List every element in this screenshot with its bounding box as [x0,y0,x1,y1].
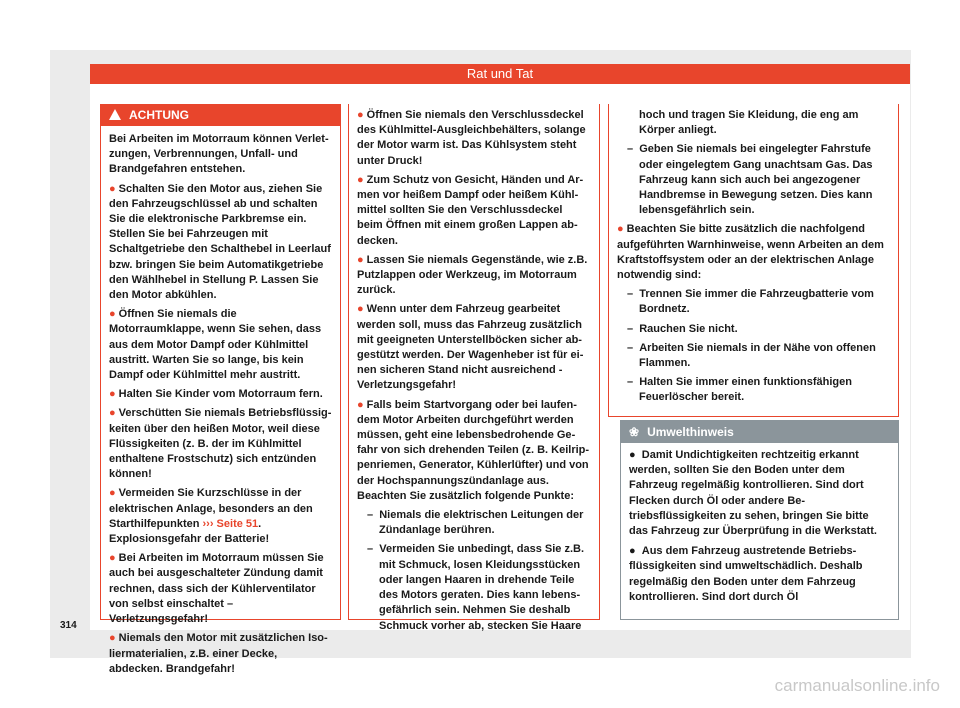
environment-note-title: Umwelthinweis [647,425,734,439]
environment-note-box [620,420,899,620]
sub-list-item: – Halten Sie immer einen funktionsfähigen Feuerlöscher bereit. [627,376,852,404]
warning-triangle-icon [109,109,121,120]
list-item: ● Schalten Sie den Motor aus, ziehen Sie den Fahrzeugschlüssel ab und schalten Sie die elektronische Parkbremse ein. Stellen Sie bei Fahrzeugen mit Schaltgetriebe den Schalthebel in Leerlauf bzw. bringen Sie beim Automatikgetriebe den Wählhebel in Stellung P. Lassen Sie den Motor abkühlen. [109,182,331,302]
sub-list-item: – Niemals die elektrischen Leitungen der Zündanlage berühren. [367,509,584,537]
list-item: ● Falls beim Startvorgang oder bei laufendem Motor Arbeiten durchgeführt werden müssen, geht eine lebensbedrohende Gefahr von sich drehenden Teilen (z. B. Keilrippenriemen, Generator, Kühlerlüfter) und von der Hochspannungszündanlage aus. Beachten Sie zusätzlich folgende Punkte: [357,398,590,502]
page-reference-link[interactable]: ››› Seite 51 [202,517,259,530]
bullet-icon: ● [109,407,116,420]
environment-note-body [621,443,898,605]
manual-page [50,50,911,675]
bullet-icon: ● [357,109,364,121]
bullet-icon: ● [357,253,364,266]
list-item: ● Lassen Sie niemals Gegenstände, wie z.B. Putzlappen oder Werkzeug, im Motorraum zurück. [357,253,588,297]
list-item: ● Bei Arbeiten im Motorraum müssen Sie auch bei ausgeschalteter Zündung damit rechnen, dass sich der Kühlerventilator von selbst einschaltet – Verletzungsgefahr! [109,552,324,626]
environment-leaf-icon: ❀ [629,425,640,439]
sub-list-item: – Geben Sie niemals bei eingelegter Fahrstufe oder eingelegtem Gang unachtsam Gas. Das Fahrzeug kann sich auch bei angezogener Handbremse in Bewegung setzen. Dies kann lebensgefährlich sein. [627,143,873,217]
bullet-icon: ● [357,398,364,411]
list-item: ● Aus dem Fahrzeug austretende Betriebsflüssigkeiten sind umweltschädlich. Deshalb regelmäßig den Boden unter dem Fahrzeug kontrollieren. Sind dort durch Öl [629,545,863,603]
watermark: carmanualsonline.info [774,676,940,695]
warning-intro: Bei Arbeiten im Motorraum können Verletzungen, Verbrennungen, Unfall- und Brandgefahren entstehen. [109,133,329,176]
list-item: ● Halten Sie Kinder vom Motorraum fern. [109,388,323,401]
warning-box-continued-2 [608,104,899,417]
sub-list-item: – Rauchen Sie nicht. [627,322,738,335]
page-sheet [90,84,910,675]
list-item: ● Beachten Sie bitte zusätzlich die nachfolgend aufgeführten Warnhinweise, wenn Arbeiten an dem Kraftstoffsystem oder an der elektrischen Anlage notwendig sind: [617,223,884,282]
warning-header [101,105,340,126]
sub-list-item: – Trennen Sie immer die Fahrzeugbatterie vom Bordnetz. [627,288,874,316]
bullet-icon: ● [109,388,116,401]
list-item: ● Vermeiden Sie Kurzschlüsse in der elektrischen Anlage, besonders an den Starthilfepunkten ››› Seite 51. Explosionsgefahr der Batterie! [109,487,313,546]
list-item: ● Zum Schutz von Gesicht, Händen und Armen vor heißem Dampf oder heißem Kühlmittel sollten Sie den Verschlussdeckel beim Öffnen mit einem großen Lappen abdecken. [357,173,584,247]
page-number: 314 [60,620,77,631]
sub-list-item: – Vermeiden Sie unbedingt, dass Sie z.B. mit Schmuck, losen Kleidungsstücken oder langen Haaren in drehende Teile des Motors geraten. Dies kann lebensgefährlich sein. Nehmen Sie deshalb Schmuck vorher ab, stecken Sie Haare [367,543,585,632]
list-item: ● Öffnen Sie niemals den Verschlussdeckel des Kühlmittel-Ausgleichbehälters, solange der Motor warm ist. Das Kühlsystem steht unter Druck! [357,109,586,167]
bullet-icon: ● [109,552,116,565]
bullet-icon: ● [109,182,116,195]
warning-continued-2-body [609,104,898,406]
warning-box [100,104,341,675]
environment-note-header [621,421,898,443]
sub-list-item: – Arbeiten Sie niemals in der Nähe von offenen Flammen. [627,341,876,370]
list-item: ● Niemals den Motor mit zusätzlichen Isoliermaterialien, z.B. einer Decke, abdecken. Brandgefahr! [109,632,328,675]
sub-list-item-continued: hoch und tragen Sie Kleidung, die eng am Körper anliegt. [639,109,859,137]
list-item: ● Wenn unter dem Fahrzeug gearbeitet werden soll, muss das Fahrzeug zusätzlich mit geeigneten Unterstellböcken sicher abgestützt werden. Der Wagenheber ist für einen sicheren Stand nicht ausreichend - Verletzungsgefahr! [357,303,584,392]
list-item: ● Öffnen Sie niemals die Motorraumklappe, wenn Sie sehen, dass aus dem Motor Dampf oder Kühlmittel austritt. Warten Sie so lange, bis kein Dampf oder Kühlmittel mehr austritt. [109,308,322,382]
bullet-icon: ● [109,308,116,321]
warning-title: ACHTUNG [129,108,189,122]
page-header: Rat und Tat [90,64,910,84]
warning-box-continued [348,104,600,632]
bullet-icon: ● [109,487,116,500]
bullet-icon: ● [357,173,364,186]
list-item: ● Damit Undichtigkeiten rechtzeitig erkannt werden, sollten Sie den Boden unter dem Fahrzeug regelmäßig kontrollieren. Sind dort Flecken durch Öl oder andere Betriebsflüssigkeiten zu sehen, bringen Sie bitte das Fahrzeug zur Überprüfung in die Werkstatt. [629,449,877,538]
warning-body [101,126,340,677]
warning-continued-body [349,104,599,634]
bullet-icon: ● [109,632,116,645]
bullet-icon: ● [617,223,624,236]
list-item: ● Verschütten Sie niemals Betriebsflüssigkeiten über den heißen Motor, weil diese Flüssigkeiten (z. B. der im Kühlmittel enthaltene Frostschutz) sich entzünden können! [109,407,332,481]
bullet-icon: ● [357,303,364,316]
